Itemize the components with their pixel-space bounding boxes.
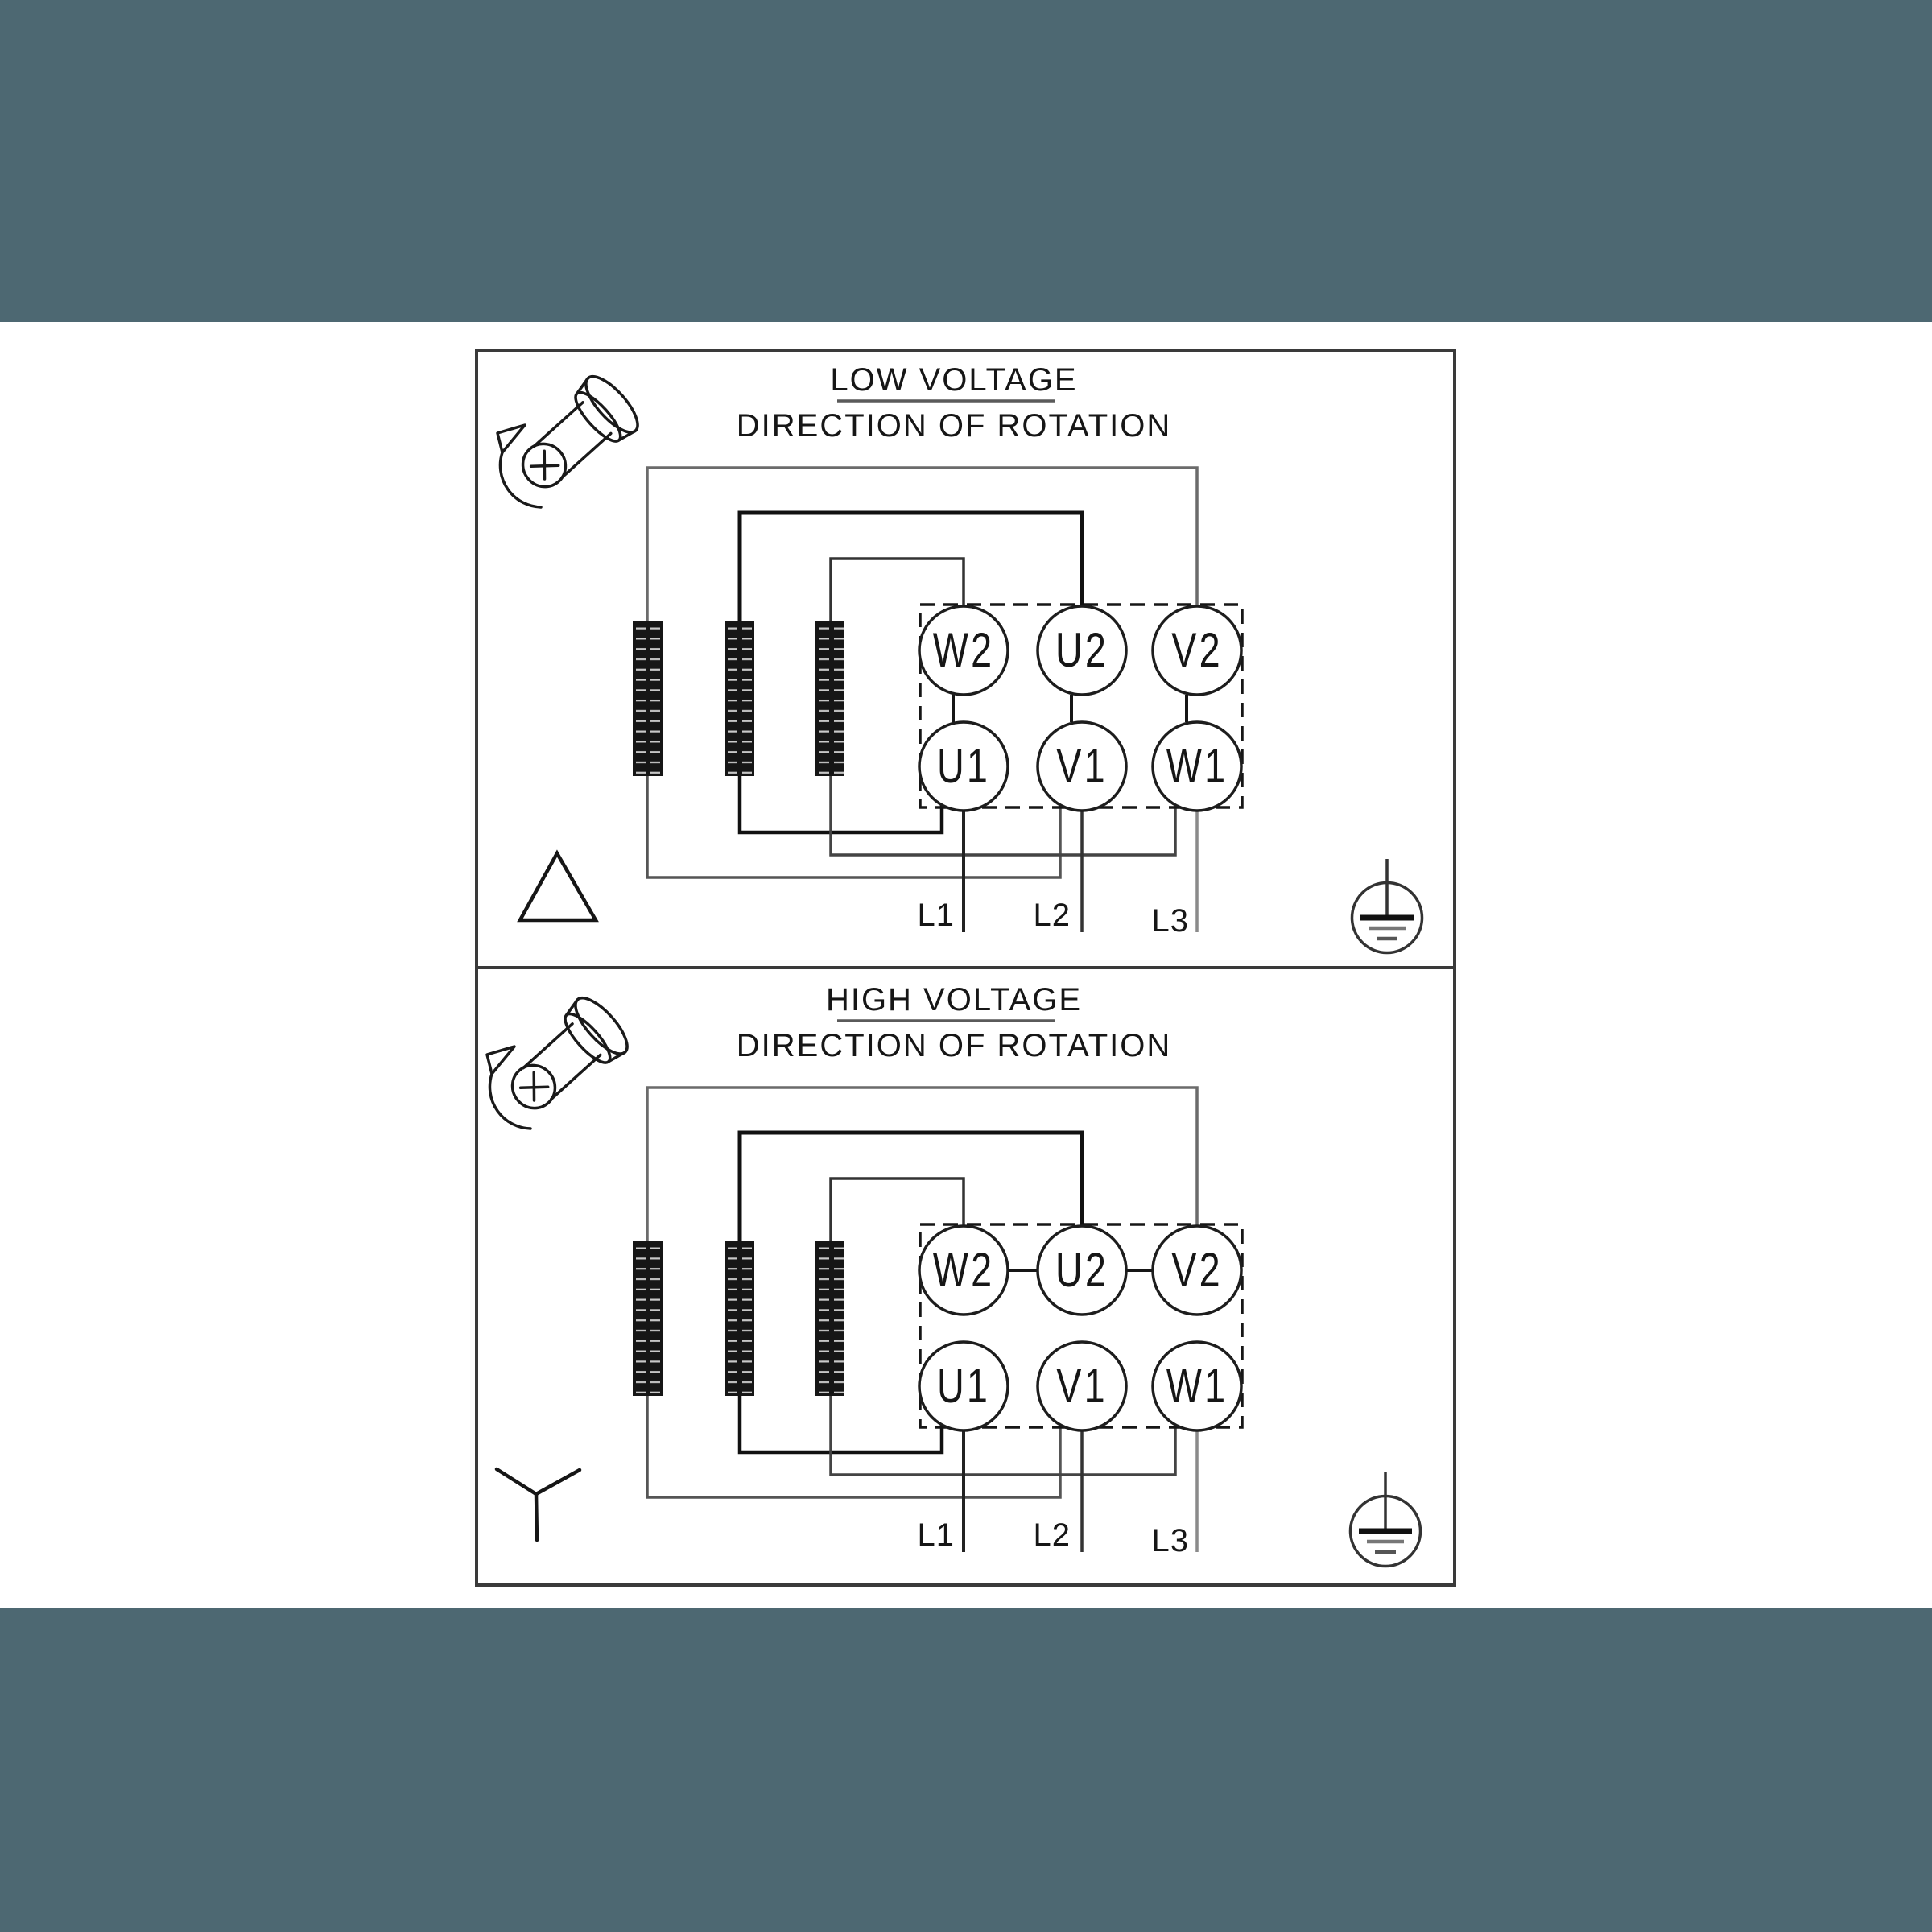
terminal-v2 bbox=[1153, 1226, 1241, 1315]
star-icon bbox=[497, 1469, 580, 1540]
panel-low-voltage bbox=[497, 362, 1422, 953]
ground-icon bbox=[1352, 859, 1422, 953]
panel-wiring bbox=[633, 1088, 1197, 1552]
svg-text:U2: U2 bbox=[1055, 623, 1109, 678]
svg-text:W1: W1 bbox=[1166, 1359, 1228, 1414]
terminal-v2 bbox=[1153, 606, 1241, 695]
svg-text:W1: W1 bbox=[1166, 739, 1228, 794]
terminal-u1 bbox=[919, 722, 1008, 811]
panel-subtitle: DIRECTION OF ROTATION bbox=[736, 1028, 1172, 1063]
panel-high-voltage bbox=[487, 982, 1421, 1567]
terminal-w1 bbox=[1153, 1342, 1241, 1430]
terminal-w2 bbox=[919, 1226, 1008, 1315]
svg-text:U2: U2 bbox=[1055, 1243, 1109, 1298]
svg-text:V1: V1 bbox=[1056, 739, 1108, 794]
line-label-l2: L2 bbox=[1033, 1517, 1071, 1553]
line-label-l2: L2 bbox=[1033, 898, 1071, 933]
terminal-v1 bbox=[1038, 1342, 1126, 1430]
svg-text:V2: V2 bbox=[1171, 623, 1223, 678]
svg-text:U1: U1 bbox=[936, 739, 991, 794]
line-label-l1: L1 bbox=[917, 1517, 955, 1553]
bottom-band bbox=[0, 1608, 1932, 1932]
terminal-w1 bbox=[1153, 722, 1241, 811]
panel-title: LOW VOLTAGE bbox=[830, 362, 1078, 398]
screw-rotation-icon bbox=[497, 369, 646, 507]
line-label-l3: L3 bbox=[1151, 903, 1189, 939]
svg-text:U1: U1 bbox=[936, 1359, 991, 1414]
panel-subtitle: DIRECTION OF ROTATION bbox=[736, 408, 1172, 444]
ground-icon bbox=[1351, 1472, 1421, 1567]
panel-wiring bbox=[633, 468, 1197, 932]
terminal-u1 bbox=[919, 1342, 1008, 1430]
terminal-v1 bbox=[1038, 722, 1126, 811]
line-label-l3: L3 bbox=[1151, 1523, 1189, 1558]
svg-text:V1: V1 bbox=[1056, 1359, 1108, 1414]
svg-text:W2: W2 bbox=[932, 623, 995, 678]
svg-text:W2: W2 bbox=[932, 1243, 995, 1298]
terminal-w2 bbox=[919, 606, 1008, 695]
delta-icon bbox=[520, 853, 596, 920]
line-label-l1: L1 bbox=[917, 898, 955, 933]
top-band bbox=[0, 0, 1932, 322]
panel-title: HIGH VOLTAGE bbox=[825, 982, 1083, 1018]
svg-text:V2: V2 bbox=[1171, 1243, 1223, 1298]
terminal-u2 bbox=[1038, 606, 1126, 695]
screw-rotation-icon bbox=[487, 990, 635, 1129]
terminal-u2 bbox=[1038, 1226, 1126, 1315]
terminal-links-delta bbox=[953, 695, 1187, 722]
